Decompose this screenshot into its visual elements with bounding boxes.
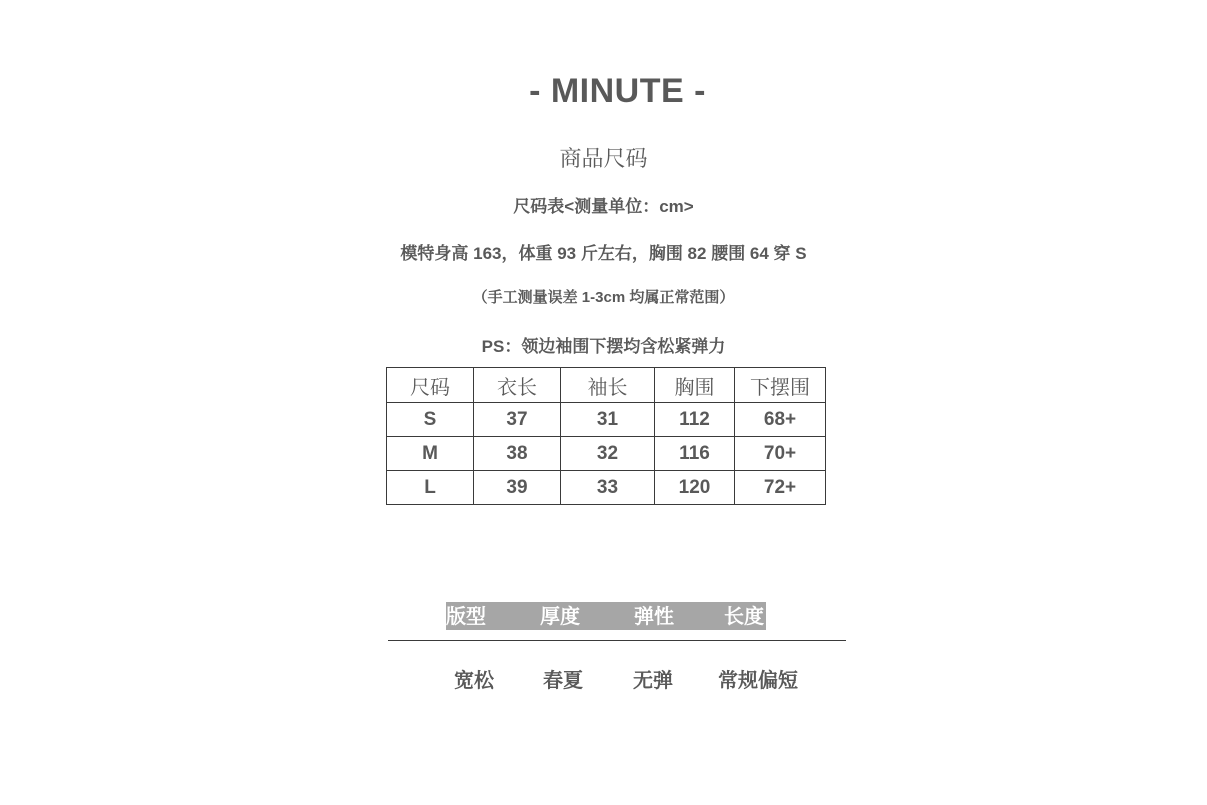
table-cell: 68+ — [735, 403, 826, 437]
attribute-value-length: 常规偏短 — [718, 668, 798, 692]
table-cell: 72+ — [735, 471, 826, 505]
attribute-label-elasticity: 弹性 — [634, 604, 674, 628]
table-header-cell: 下摆围 — [735, 368, 826, 403]
attribute-divider — [388, 640, 846, 641]
table-cell: 112 — [655, 403, 735, 437]
table-cell: 31 — [561, 403, 655, 437]
unit-line: 尺码表<测量单位：cm> — [513, 197, 694, 216]
table-cell: 33 — [561, 471, 655, 505]
table-cell: M — [387, 437, 474, 471]
table-row — [387, 471, 826, 505]
brand-title: - MINUTE - — [529, 72, 706, 110]
error-line: （手工测量误差 1-3cm 均属正常范围） — [472, 289, 735, 306]
table-header-row — [387, 368, 826, 403]
table-header-cell: 胸围 — [655, 368, 735, 403]
table-header-cell: 衣长 — [474, 368, 561, 403]
table-cell: 39 — [474, 471, 561, 505]
table-header-cell: 袖长 — [561, 368, 655, 403]
attribute-value-thickness: 春夏 — [543, 668, 583, 692]
table-cell: L — [387, 471, 474, 505]
attribute-value-fit: 宽松 — [454, 668, 494, 692]
size-table — [386, 367, 826, 505]
table-cell: 116 — [655, 437, 735, 471]
model-line: 模特身高 163，体重 93 斤左右，胸围 82 腰围 64 穿 S — [400, 244, 807, 263]
table-header-cell: 尺码 — [387, 368, 474, 403]
attribute-value-elasticity: 无弹 — [633, 668, 673, 692]
ps-line: PS：领边袖围下摆均含松紧弹力 — [481, 337, 726, 356]
attribute-label-bar — [446, 602, 766, 630]
table-cell: 38 — [474, 437, 561, 471]
table-cell: 37 — [474, 403, 561, 437]
attribute-label-fit: 版型 — [446, 604, 486, 628]
attribute-label-thickness: 厚度 — [540, 604, 580, 628]
table-row — [387, 403, 826, 437]
table-cell: 70+ — [735, 437, 826, 471]
table-row — [387, 437, 826, 471]
table-cell: 120 — [655, 471, 735, 505]
attribute-label-length: 长度 — [724, 604, 764, 628]
section-title: 商品尺码 — [559, 147, 648, 172]
table-cell: S — [387, 403, 474, 437]
table-cell: 32 — [561, 437, 655, 471]
